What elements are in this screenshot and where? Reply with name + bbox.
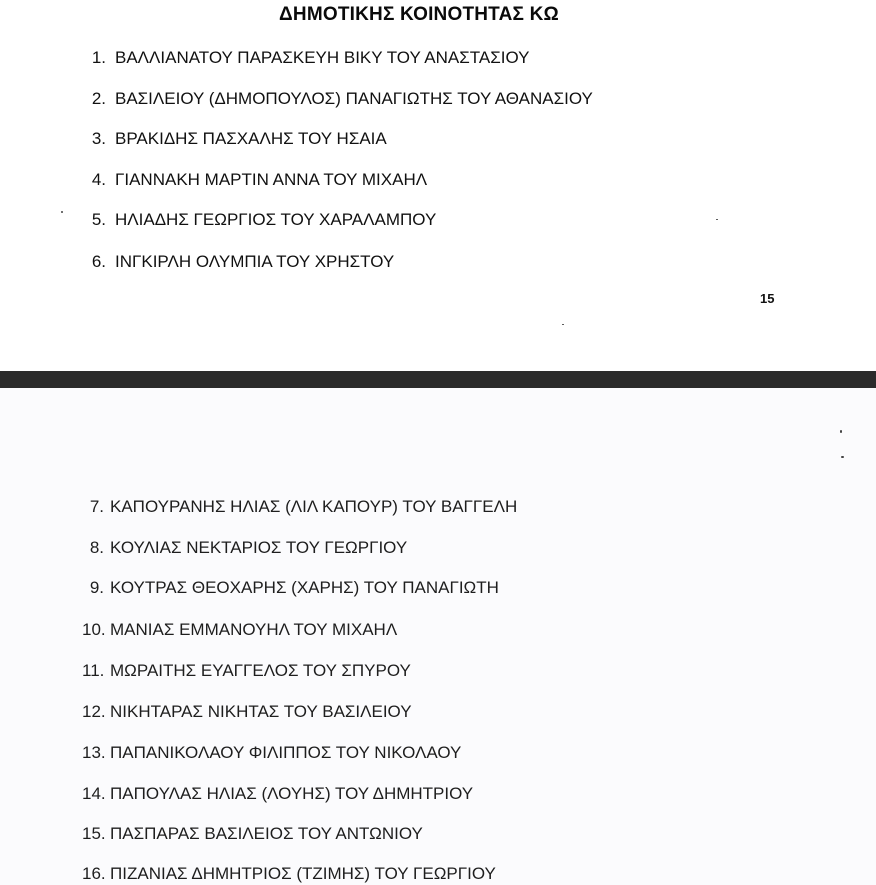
list-item — [78, 210, 436, 230]
list-item-name: ΗΛΙΑΔΗΣ ΓΕΩΡΓΙΟΣ ΤΟΥ ΧΑΡΑΛΑΜΠΟΥ — [115, 210, 437, 229]
scan-speck — [61, 211, 63, 213]
list-item-number: 13. — [82, 743, 106, 762]
list-item-number: 10. — [82, 620, 106, 639]
list-item-name: ΚΟΥΤΡΑΣ ΘΕΟΧΑΡΗΣ (ΧΑΡΗΣ) ΤΟΥ ΠΑΝΑΓΙΩΤΗ — [110, 578, 499, 597]
list-item — [78, 89, 593, 109]
list-item-name: ΠΙΖΑΝΙΑΣ ΔΗΜΗΤΡΙΟΣ (ΤΖΙΜΗΣ) ΤΟΥ ΓΕΩΡΓΙΟΥ — [110, 864, 496, 883]
list-item-number: 8. — [89, 538, 104, 557]
list-item — [82, 824, 423, 844]
list-item — [82, 538, 407, 558]
list-item — [82, 784, 473, 804]
list-item-number: 3. — [91, 129, 106, 148]
list-item-number: 11. — [82, 661, 105, 680]
list-item-number: 2. — [91, 89, 106, 108]
list-item — [82, 661, 411, 681]
list-item-number: 7. — [89, 497, 104, 516]
list-item-name: ΒΑΛΛΙΑΝΑΤΟΥ ΠΑΡΑΣΚΕΥΗ ΒΙΚΥ ΤΟΥ ΑΝΑΣΤΑΣΙΟΥ — [115, 48, 530, 67]
list-item-number: 15. — [82, 824, 106, 843]
document-page-bottom — [0, 388, 876, 885]
list-item-number: 16. — [82, 864, 106, 883]
list-item — [78, 48, 529, 68]
list-item-name: ΝΙΚΗΤΑΡΑΣ ΝΙΚΗΤΑΣ ΤΟΥ ΒΑΣΙΛΕΙΟΥ — [110, 702, 412, 721]
list-item-name: ΙΝΓΚΙΡΛΗ ΟΛΥΜΠΙΑ ΤΟΥ ΧΡΗΣΤΟΥ — [115, 252, 395, 271]
list-item-name: ΚΑΠΟΥΡΑΝΗΣ ΗΛΙΑΣ (ΛΙΛ ΚΑΠΟΥΡ) ΤΟΥ ΒΑΓΓΕΛΗ — [110, 497, 518, 516]
list-item-name: ΓΙΑΝΝΑΚΗ ΜΑΡΤΙΝ ΑΝΝΑ ΤΟΥ ΜΙΧΑΗΛ — [115, 170, 428, 189]
list-item — [78, 129, 387, 149]
list-item-number: 5. — [91, 210, 106, 229]
list-item-name: ΜΑΝΙΑΣ ΕΜΜΑΝΟΥΗΛ ΤΟΥ ΜΙΧΑΗΛ — [110, 620, 398, 639]
list-item-number: 9. — [89, 578, 104, 597]
document-page-top — [0, 0, 876, 371]
list-item-name: ΠΑΠΟΥΛΑΣ ΗΛΙΑΣ (ΛΟΥΗΣ) ΤΟΥ ΔΗΜΗΤΡΙΟΥ — [110, 784, 474, 803]
list-item — [82, 497, 517, 517]
list-item — [82, 864, 496, 884]
list-item — [82, 702, 412, 722]
list-item-number: 1. — [91, 48, 106, 67]
list-item-name: ΠΑΠΑΝΙΚΟΛΑΟΥ ΦΙΛΙΠΠΟΣ ΤΟΥ ΝΙΚΟΛΑΟΥ — [110, 743, 462, 762]
scan-speck — [716, 219, 718, 220]
list-item — [78, 252, 394, 272]
page-divider — [0, 371, 876, 388]
document-title: ΔΗΜΟΤΙΚΗΣ ΚΟΙΝΟΤΗΤΑΣ ΚΩ — [279, 4, 559, 25]
list-item-name: ΠΑΣΠΑΡΑΣ ΒΑΣΙΛΕΙΟΣ ΤΟΥ ΑΝΤΩΝΙΟΥ — [110, 824, 423, 843]
list-item-number: 14. — [82, 784, 106, 803]
scan-speck — [562, 324, 564, 325]
list-item-name: ΒΑΣΙΛΕΙΟΥ (ΔΗΜΟΠΟΥΛΟΣ) ΠΑΝΑΓΙΩΤΗΣ ΤΟΥ ΑΘΑΝΑΣΙΟΥ — [115, 89, 593, 108]
list-item — [82, 620, 397, 640]
list-item-name: ΜΩΡΑΙΤΗΣ ΕΥΑΓΓΕΛΟΣ ΤΟΥ ΣΠΥΡΟΥ — [110, 661, 411, 680]
list-item-number: 6. — [91, 252, 106, 271]
list-item-number: 12. — [82, 702, 106, 721]
page-number: 15 — [760, 291, 775, 306]
list-item — [78, 170, 427, 190]
list-item — [82, 578, 499, 598]
list-item-number: 4. — [91, 170, 106, 189]
list-item — [82, 743, 461, 763]
scan-speck — [841, 456, 844, 458]
scan-speck — [840, 430, 842, 433]
list-item-name: ΒΡΑΚΙΔΗΣ ΠΑΣΧΑΛΗΣ ΤΟΥ ΗΣΑΙΑ — [115, 129, 387, 148]
list-item-name: ΚΟΥΛΙΑΣ ΝΕΚΤΑΡΙΟΣ ΤΟΥ ΓΕΩΡΓΙΟΥ — [110, 538, 408, 557]
